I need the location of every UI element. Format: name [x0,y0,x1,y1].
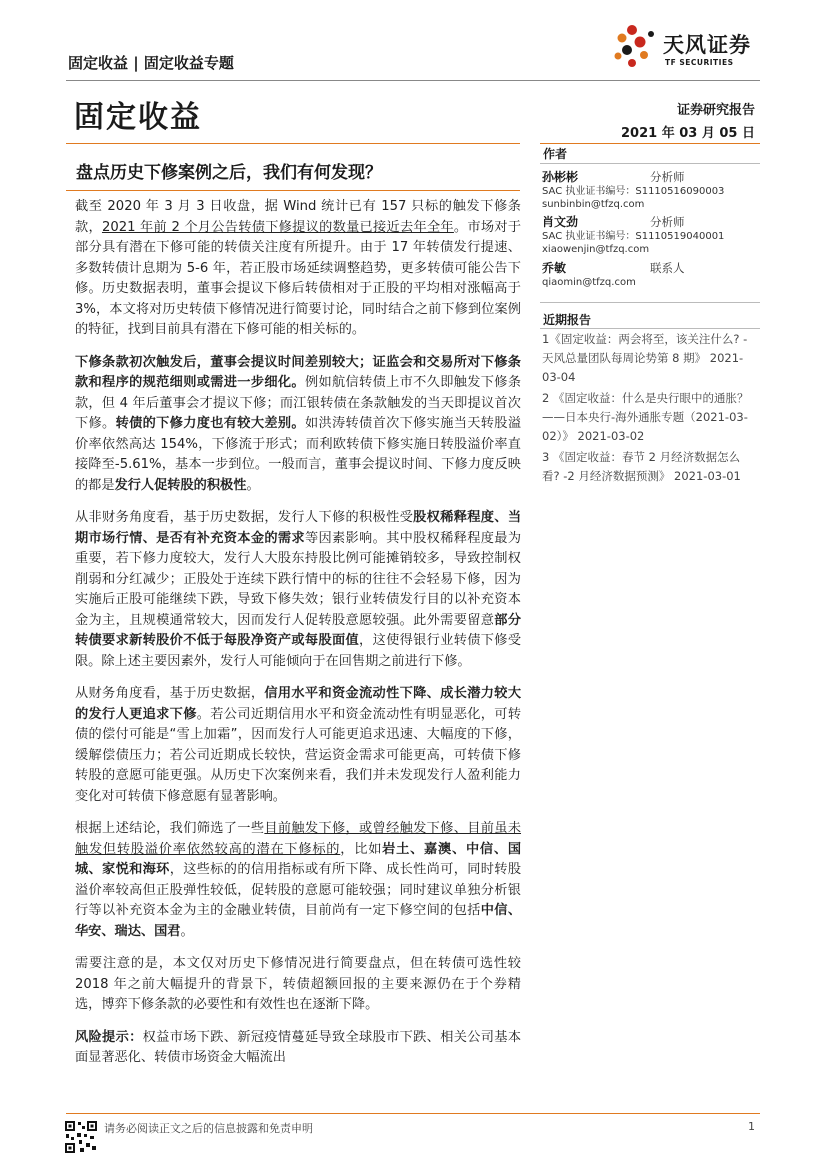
paragraph-note: 需要注意的是，本文仅对历史下修情况进行简要盘点，但在转债可选性较 2018 年之前大幅提升的背景下，转债超额回报的主要来源仍在于个券精选，博弈下修条款的必要性和有效性也在逐渐下降。 [75,956,521,1012]
company-logo [610,22,760,72]
author-role: 分析师 [650,170,685,184]
author-name: 孙彬彬 [542,170,579,184]
author-role: 联系人 [650,261,685,275]
author-entry [542,168,757,211]
recent-divider [540,328,760,329]
header-category: 固定收益 | 固定收益专题 [68,54,234,72]
footer-disclaimer: 请务必阅读正文之后的信息披露和免责申明 [104,1122,313,1135]
report-type: 证券研究报告 [676,103,755,118]
recent-report-item[interactable]: 3 《固定收益：春节 2 月经济数据怎么看? -2 月经济数据预测》 2021-03-01 [542,450,741,483]
logo-chinese-name: 天风证券 [663,33,751,57]
recent-reports-list [542,330,756,488]
recent-top-divider [540,302,760,303]
recent-report-item[interactable]: 2 《固定收益：什么是央行眼中的通胀？ ——日本央行-海外通胀专题（2021-03-02）》 2021-03-02 [542,391,749,443]
paragraph-risk: 风险提示：权益市场下跌、新冠疫情蔓延导致全球股市下跌、相关公司基本面显著恶化、转债市场资金大幅流出 [75,1029,522,1065]
author-entry [542,213,757,256]
author-entry [542,259,757,289]
paragraph-candidates: 根据上述结论，我们筛选了一些目前触发下修，或曾经触发下修、目前虽未触发但转股溢价率依然较高的潜在下修标的，比如岩土、嘉澳、中信、国城、家悦和海环，这些标的的信用指标或有所下降、成长性尚可，同时转股溢价率较高但正股弹性较低，促转股的意愿可能较强；同时建议单独分析银行等以补充资本金为主的金融业转债，目前尚有一定下修空间的包括中信、华安、瑞达、国君。 [75,821,522,939]
authors-divider [540,163,760,164]
logo-english-name: TF SECURITIES [665,58,734,67]
author-name: 肖文劲 [542,215,579,229]
author-cert: SAC 执业证书编号：S1110516090003 [542,186,725,197]
recent-reports-label: 近期报告 [543,313,592,327]
paragraph-intro: 截至 2020 年 3 月 3 日收盘，据 Wind 统计已有 157 只标的触发下修条款，2021 年前 2 个月公告转债下修提议的数量已接近去年全年。市场对于部分具有潜在下修可能的转债关注度有所提升。由于 17 年转债发行提速、多数转债计息期为 5-6 年，若正股市场延续调整趋势，更多转债可能公告下修。历史数据表明，董事会提议下修后转债相对于正股的平均相对涨幅高于 3%，本文将对历史转债下修情况进行简要讨论，同时结合之前下修到位案例的特征，找到目前具有潜在下修可能的相关标的。 [75,199,522,337]
author-email[interactable]: qiaomin@tfzq.com [542,277,636,288]
report-body [75,197,521,1081]
sidebar-divider [540,143,760,144]
authors-label: 作者 [543,147,568,161]
logo-mark-icon [610,22,662,72]
author-cert: SAC 执业证书编号：S1110519040001 [542,231,725,242]
author-email[interactable]: sunbinbin@tfzq.com [542,199,645,210]
author-role: 分析师 [650,215,685,229]
report-subtitle: 盘点历史下修案例之后，我们有何发现？ [76,163,382,183]
paragraph-financial: 从财务角度看，基于历史数据，信用水平和资金流动性下降、成长潜力较大的发行人更追求下修。若公司近期信用水平和资金流动性有明显恶化，可转债的偿付可能是“雪上加霜”，因而发行人可能更追求迅速、大幅度的下修，缓解偿债压力；若公司近期成长较快，营运资金需求可能更高，可转债下修转股的意愿可能更强。从历史下次案例来看，我们并未发现发行人盈利能力变化对可转债下修意愿有显著影响。 [75,686,522,804]
footer-divider [66,1113,760,1114]
page-title: 固定收益 [74,100,202,135]
qr-code-icon[interactable] [64,1120,98,1154]
header-divider [66,80,760,81]
recent-report-item[interactable]: 1《固定收益：两会将至，该关注什么? -天风总量团队每周论势第 8 期》 2021-03-04 [542,332,748,384]
author-name: 乔敏 [542,261,567,275]
report-date: 2021 年 03 月 05 日 [621,126,755,141]
subtitle-divider [66,190,520,191]
title-divider [66,143,520,144]
paragraph-nonfinancial: 从非财务角度看，基于历史数据，发行人下修的积极性受股权稀释程度、当期市场行情、是否有补充资本金的需求等因素影响。其中股权稀释程度最为重要，若下修力度较大，发行人大股东持股比例可能摊销较多，导致控制权削弱和分红减少；正股处于连续下跌行情中的标的往往不会轻易下修，因为实施后正股可能继续下跌，导致下修失效；银行业转债发行目的以补充资本金为主，且规模通常较大，因而发行人促转股意愿较强。此外需要留意部分转债要求新转股价不低于每股净资产或每股面值，这使得银行业转债下修受限。除上述主要因素外，发行人可能倾向于在回售期之前进行下修。 [75,510,522,669]
author-email[interactable]: xiaowenjin@tfzq.com [542,244,650,255]
page-number: 1 [748,1120,755,1133]
underlined-phrase: 2021 年前 2 个月公告转债下修提议的数量已接近去年全年 [101,219,454,235]
paragraph-trigger: 下修条款初次触发后，董事会提议时间差别较大；证监会和交易所对下修条款和程序的规范细则或需进一步细化。例如航信转债上市不久即触发下修条款，但 4 年后董事会才提议下修；而江银转债在条款触发的当天即提议首次下修。转债的下修力度也有较大差别。如洪涛转债首次下修实施当天转股溢价率依然高达 154%，下修流于形式；而利欧转债下修实施日转股溢价率直接降至-5.61%，基本一步到位。一般而言，董事会提议时间、下修力度反映的都是发行人促转股的积极性。 [75,354,522,493]
